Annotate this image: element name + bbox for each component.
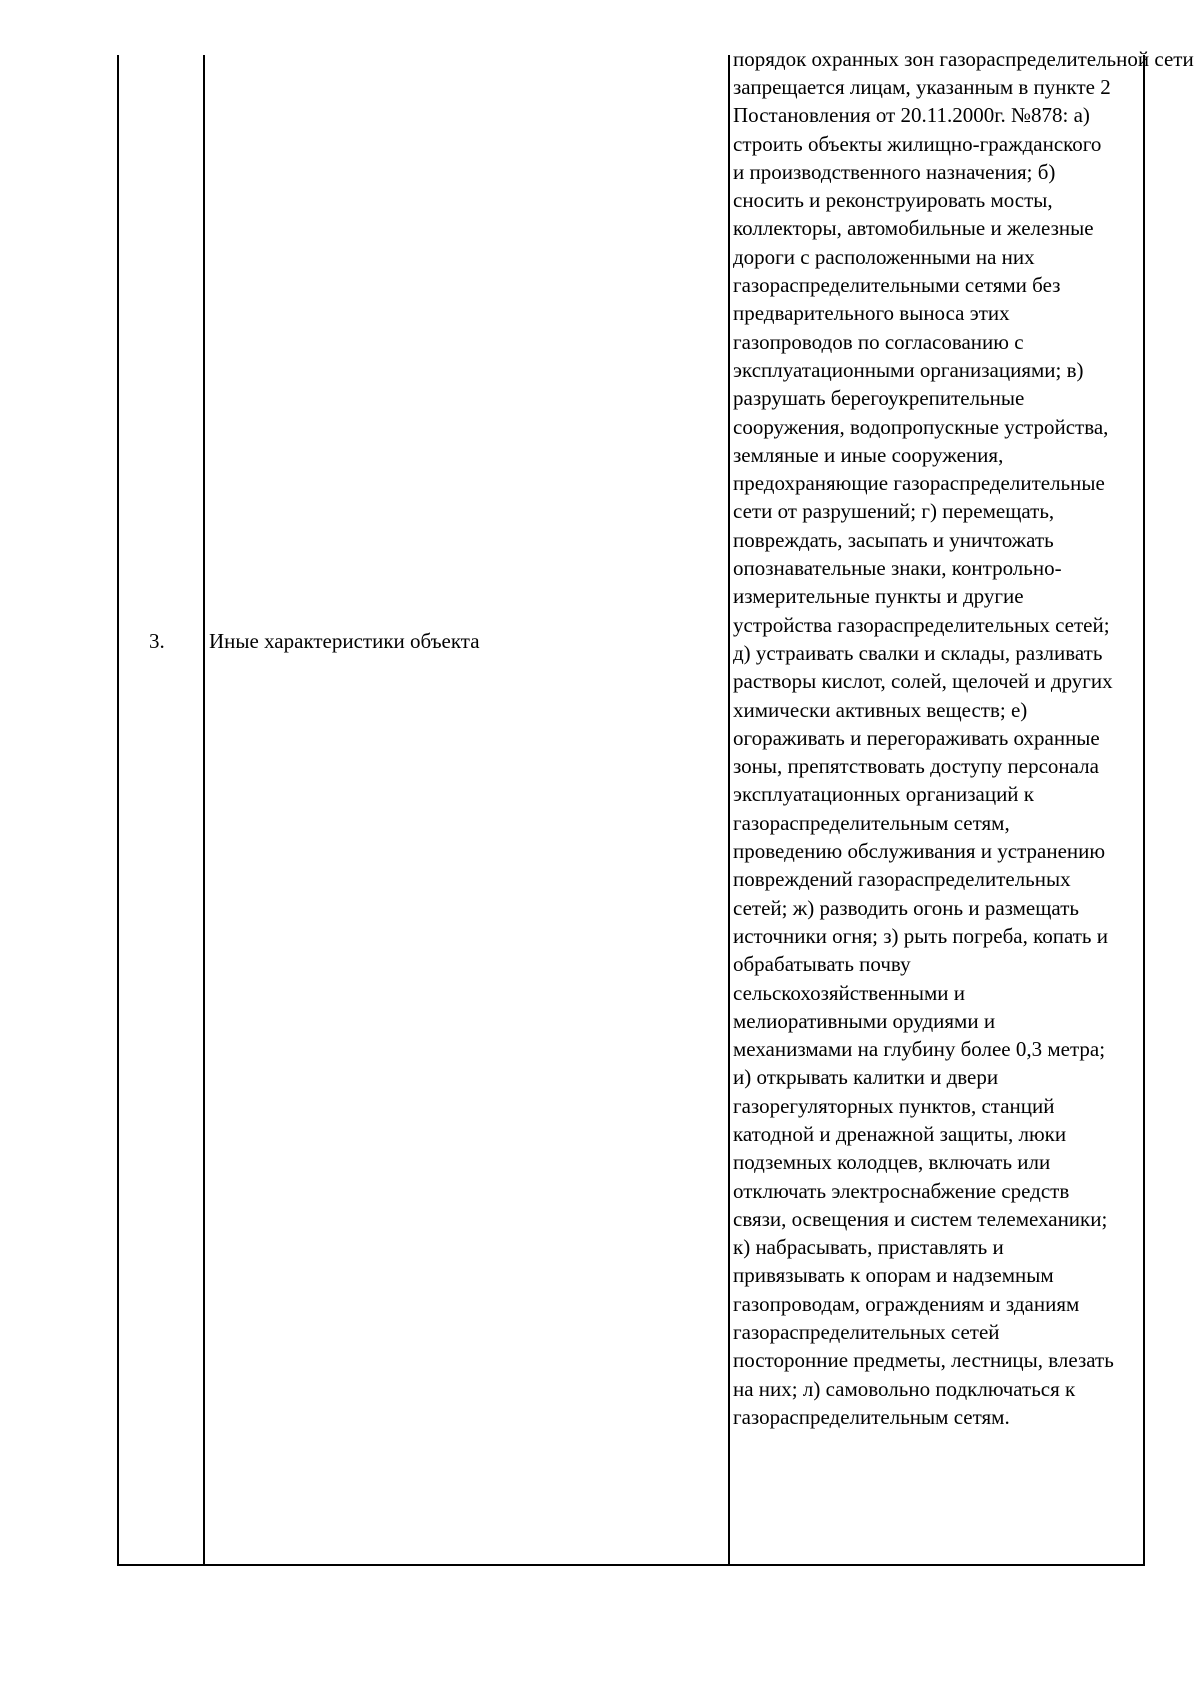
description-line: механизмами на глубину более 0,3 метра; bbox=[733, 1037, 1106, 1062]
description-line: катодной и дренажной защиты, люки bbox=[733, 1121, 1067, 1146]
description-line: сооружения, водопропускные устройства, bbox=[733, 414, 1109, 439]
characteristics-table bbox=[117, 47, 1194, 1566]
description-line: растворы кислот, солей, щелочей и других bbox=[733, 669, 1113, 694]
description-line: источники огня; з) рыть погреба, копать и bbox=[733, 923, 1108, 948]
description-line: запрещается лицам, указанным в пункте 2 bbox=[733, 75, 1111, 99]
description-line: повреждений газораспределительных bbox=[733, 867, 1071, 892]
description-line: и) открывать калитки и двери bbox=[733, 1065, 999, 1090]
row-description bbox=[733, 47, 1194, 1431]
description-line: эксплуатационных организаций к bbox=[733, 782, 1034, 807]
description-line: устройства газораспределительных сетей; bbox=[733, 612, 1110, 637]
description-line: отключать электроснабжение средств bbox=[733, 1178, 1070, 1203]
description-line: газораспределительным сетям. bbox=[733, 1404, 1010, 1429]
description-line: обрабатывать почву bbox=[733, 952, 911, 977]
description-line: эксплуатационными организациями; в) bbox=[733, 357, 1084, 382]
description-line: газораспределительным сетям, bbox=[733, 810, 1010, 835]
description-line: опознавательные знаки, контрольно- bbox=[733, 556, 1062, 581]
description-line: предварительного выноса этих bbox=[733, 301, 1010, 326]
description-line: разрушать берегоукрепительные bbox=[733, 386, 1025, 411]
description-line: газораспределительными сетями без bbox=[733, 273, 1061, 298]
description-line: на них; л) самовольно подключаться к bbox=[733, 1376, 1076, 1401]
description-line: посторонние предметы, лестницы, влезать bbox=[733, 1348, 1114, 1373]
description-line: строить объекты жилищно-гражданского bbox=[733, 131, 1102, 156]
description-line: проведению обслуживания и устранению bbox=[733, 839, 1106, 864]
description-line: огораживать и перегораживать охранные bbox=[733, 725, 1100, 750]
description-line: дороги с расположенными на них bbox=[733, 244, 1035, 269]
description-line: мелиоративными орудиями и bbox=[733, 1008, 996, 1033]
description-line: сельскохозяйственными и bbox=[733, 980, 965, 1005]
description-line: газораспределительных сетей bbox=[733, 1320, 1000, 1345]
description-line: химически активных веществ; е) bbox=[733, 697, 1028, 722]
description-line: измерительные пункты и другие bbox=[733, 584, 1024, 609]
column-divider-2 bbox=[728, 55, 730, 1564]
row-label: Иные характеристики объекта bbox=[209, 629, 480, 653]
row-number: 3. bbox=[149, 629, 165, 653]
description-line: сносить и реконструировать мосты, bbox=[733, 188, 1053, 213]
description-line: зоны, препятствовать доступу персонала bbox=[733, 754, 1099, 779]
description-line: газорегуляторных пунктов, станций bbox=[733, 1093, 1055, 1118]
description-line: предохраняющие газораспределительные bbox=[733, 471, 1105, 496]
description-line: сети от разрушений; г) перемещать, bbox=[733, 499, 1055, 524]
description-line: коллекторы, автомобильные и железные bbox=[733, 216, 1094, 241]
description-line: и производственного назначения; б) bbox=[733, 159, 1056, 184]
description-line: земляные и иные сооружения, bbox=[733, 442, 1004, 467]
description-line: газопроводов по согласованию с bbox=[733, 329, 1024, 354]
description-line: подземных колодцев, включать или bbox=[733, 1150, 1051, 1175]
partial-top-line: порядок охранных зон газораспределительной сети bbox=[733, 47, 1194, 71]
description-line: привязывать к опорам и надземным bbox=[733, 1263, 1054, 1288]
description-line: д) устраивать свалки и склады, разливать bbox=[733, 640, 1103, 665]
description-line: газопроводам, ограждениям и зданиям bbox=[733, 1291, 1080, 1316]
description-line: повреждать, засыпать и уничтожать bbox=[733, 527, 1054, 552]
description-line: сетей; ж) разводить огонь и размещать bbox=[733, 895, 1079, 920]
description-line: связи, освещения и систем телемеханики; bbox=[733, 1206, 1108, 1231]
description-line: Постановления от 20.11.2000г. №878: а) bbox=[733, 103, 1090, 128]
description-line: к) набрасывать, приставлять и bbox=[733, 1235, 1004, 1260]
column-divider-1 bbox=[203, 55, 205, 1564]
